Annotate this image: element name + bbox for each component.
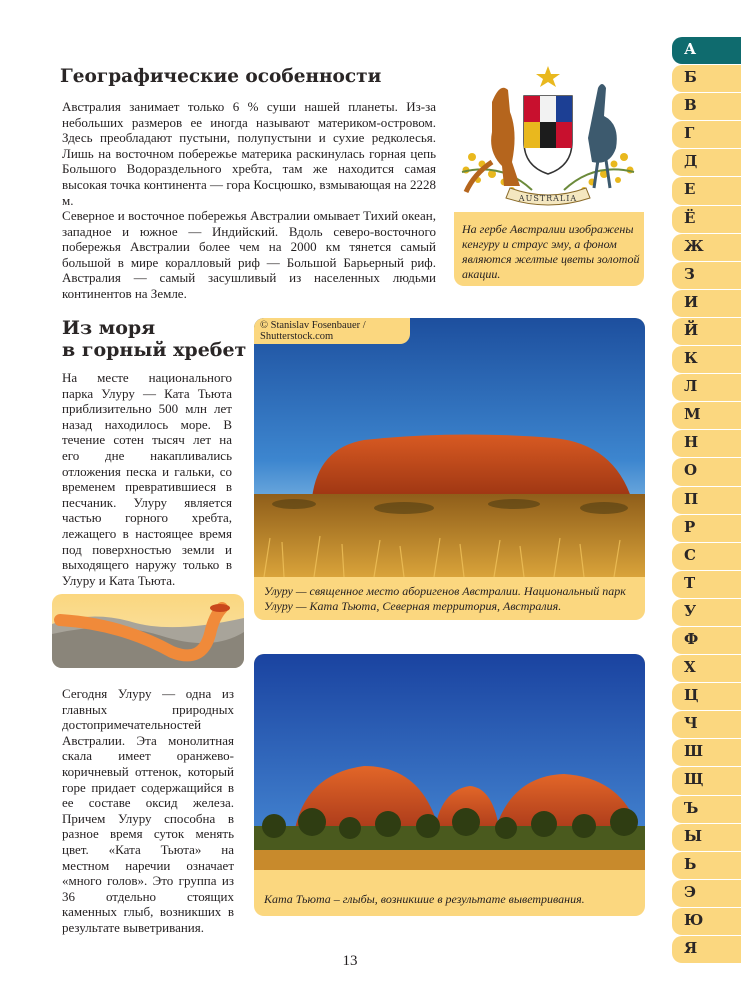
coat-of-arms-banner: AUSTRALIA [518, 194, 578, 203]
section-heading-geography: Географические особенности [60, 66, 382, 87]
alphabet-tab[interactable]: Р [672, 515, 741, 542]
alphabet-tab[interactable]: Л [672, 374, 741, 401]
photo-uluru-caption: Улуру — священное место аборигенов Австралии. Национальный парк Улуру — Ката Тьюта, Северная территория, Австралия. [264, 584, 626, 613]
alphabet-tab[interactable]: Ч [672, 711, 741, 738]
alphabet-tab[interactable]: И [672, 290, 741, 317]
page-number: 13 [342, 953, 358, 969]
alphabet-tab[interactable]: Ь [672, 852, 741, 879]
alphabet-tab[interactable]: П [672, 487, 741, 514]
alphabet-tab[interactable]: А [672, 37, 741, 64]
alphabet-tab[interactable]: В [672, 93, 741, 120]
alphabet-tab[interactable]: Е [672, 177, 741, 204]
alphabet-tab[interactable]: М [672, 402, 741, 429]
section-heading-sea-line1: Из моря [62, 317, 156, 339]
alphabet-tab[interactable]: Х [672, 655, 741, 682]
photo-kata-tjuta-caption: Ката Тьюта – глыбы, возникшие в результате выветривания. [264, 892, 585, 906]
photo-kata-tjuta [254, 654, 645, 870]
alphabet-tab[interactable]: Ф [672, 627, 741, 654]
alphabet-tab[interactable]: Ы [672, 824, 741, 851]
section-heading-sea-line2: в горный хребет [62, 339, 247, 361]
alphabet-tab[interactable]: Ъ [672, 796, 741, 823]
alphabet-tab[interactable]: Й [672, 318, 741, 345]
alphabet-tab[interactable]: Н [672, 430, 741, 457]
alphabet-tab[interactable]: К [672, 346, 741, 373]
alphabet-tab[interactable]: Б [672, 65, 741, 92]
coat-of-arms-caption: На гербе Австралии изображены кенгуру и страус эму, а фоном являются желтые цветы золотой акации. [462, 222, 640, 281]
alphabet-tab[interactable]: Д [672, 149, 741, 176]
section-heading-sea [62, 317, 246, 361]
geography-paragraph-1: Австралия занимает только 6 % суши нашей планеты. Из-за небольших размеров ее иногда называют материком-островом. Здесь преобладают пустыни, полупустыни и сухие редколесья. Лишь на восточном побережье материка раскинулась горная цепь Большого Водораздельного хребта, там же находится самая высокая точка континента — гора Косцюшко, взмывающая на 2228 м. [62, 99, 436, 208]
alphabet-tab[interactable]: Я [672, 936, 741, 963]
geology-diagram [52, 594, 244, 668]
photo-uluru [254, 318, 645, 577]
alphabet-tab[interactable]: Ю [672, 908, 741, 935]
alphabet-tab[interactable]: Т [672, 571, 741, 598]
alphabet-tab[interactable]: Ш [672, 739, 741, 766]
geography-paragraph-2: Северное и восточное побережья Австралии омывает Тихий океан, западное и южное — Индийский. Вдоль северо-восточного побережья Австралии более чем на 2000 км тянется самый большой в мире коралловый риф — Большой Барьерный риф. Австралия — самый засушливый из населенных людьми континентов на Земле. [62, 208, 436, 301]
alphabet-tab[interactable]: У [672, 599, 741, 626]
alphabet-index [672, 37, 741, 964]
alphabet-tab[interactable]: Ж [672, 234, 741, 261]
coat-of-arms-illustration [452, 62, 644, 212]
photo-credit: © Stanislav Fosenbauer / Shutterstock.com [254, 318, 410, 344]
today-section-paragraph: Сегодня Улуру — одна из главных природных достопримечательностей Австралии. Эта монолитная скала имеет оранжево-коричневый оттенок, который горе придает содержащийся в ее составе оксид железа. Причем Улуру способна в разное время суток менять цвет. «Ката Тьюта» на местном наречии означает «много голов». Это группа из 36 отдельно стоящих каменных глыб, возникших в результате выветривания. [62, 686, 234, 935]
alphabet-tab[interactable]: Ц [672, 683, 741, 710]
alphabet-tab[interactable]: Щ [672, 767, 741, 794]
sea-section-paragraph: На месте национального парка Улуру — Ката Тьюта приблизительно 500 млн лет назад находилось море. В течение сотен тысяч лет на его дне накапливались отложения песка и гальки, со временем превратившиеся в песчаник. Улуру является частью горного хребта, лежащего в настоящее время под поверхностью земли и выходящего наружу только в Улуру и Ката Тьюта. [62, 370, 232, 588]
alphabet-tab[interactable]: С [672, 543, 741, 570]
alphabet-tab[interactable]: Г [672, 121, 741, 148]
alphabet-tab[interactable]: Э [672, 880, 741, 907]
alphabet-tab[interactable]: Ё [672, 206, 741, 233]
alphabet-tab[interactable]: О [672, 458, 741, 485]
alphabet-tab[interactable]: З [672, 262, 741, 289]
